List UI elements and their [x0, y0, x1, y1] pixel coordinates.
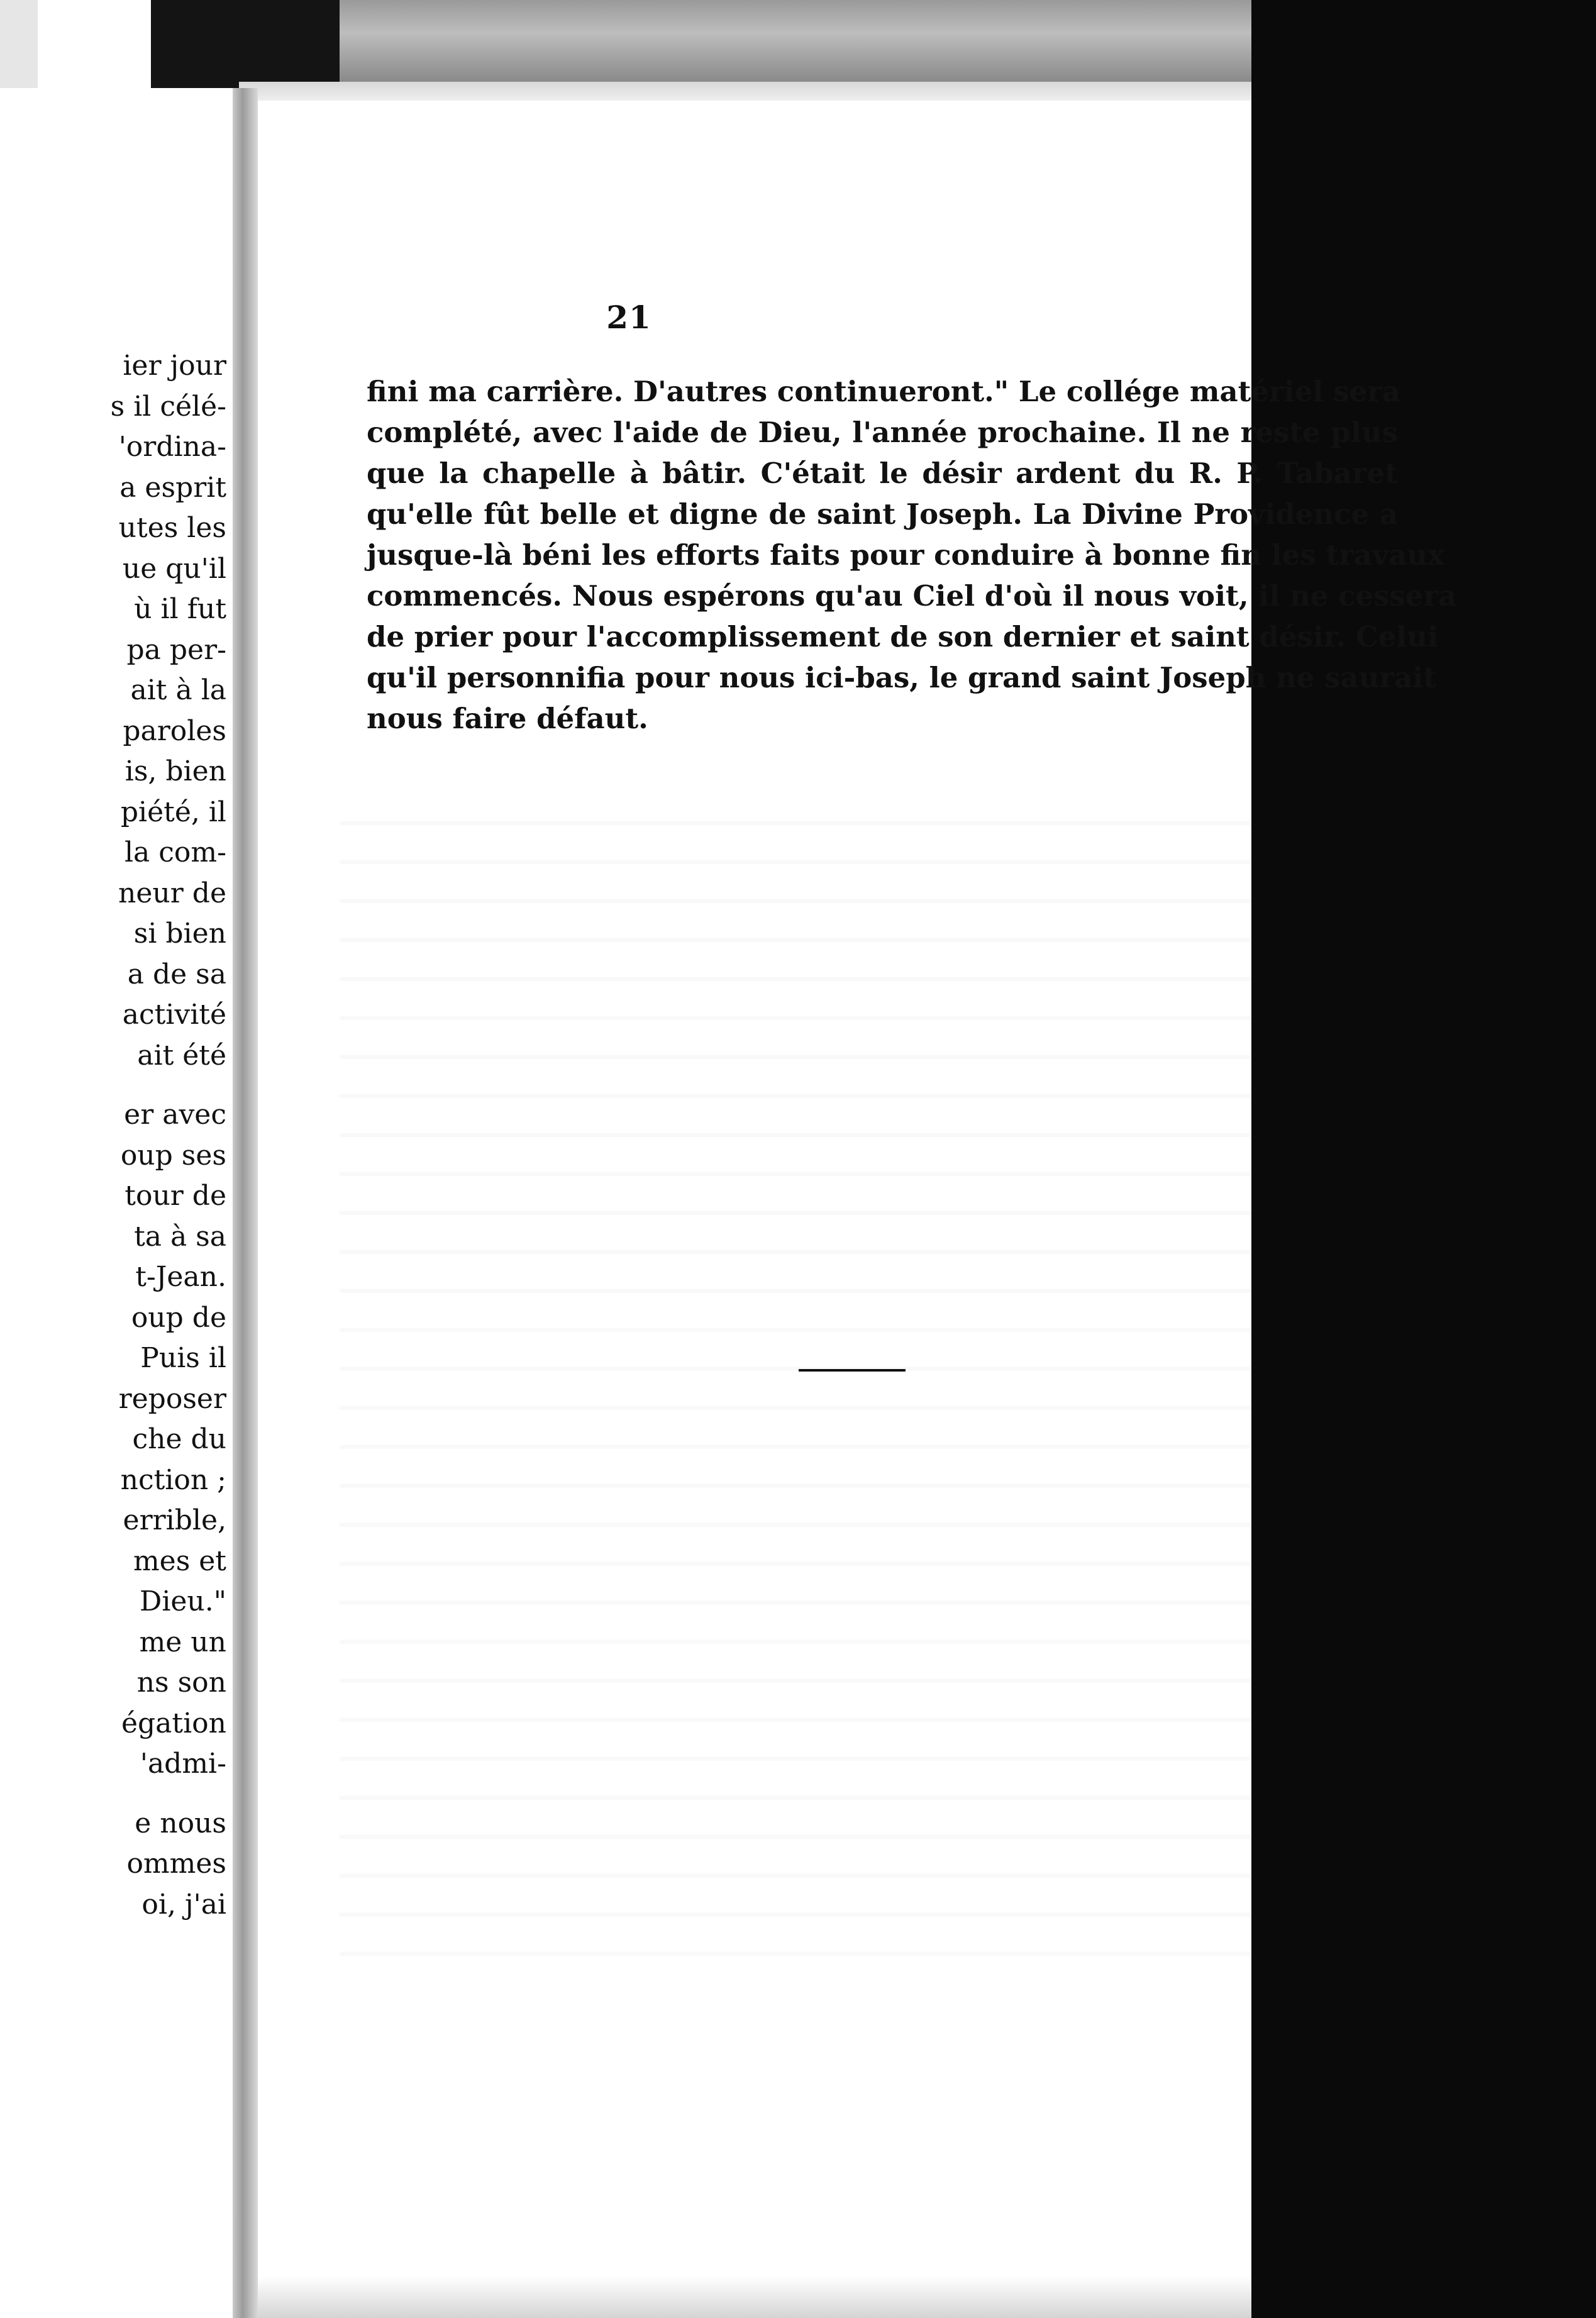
left-page-line: ue qu'il — [122, 552, 226, 585]
left-page-line: 'ordina- — [118, 431, 226, 463]
left-page-line: ait été — [137, 1039, 226, 1072]
left-page-line: oup ses — [120, 1139, 226, 1172]
left-page-line: pa per- — [126, 633, 226, 666]
body-line: de prier pour l'accomplissement de son dernier et saint désir. Celui — [367, 620, 1439, 653]
page-number: 21 — [606, 299, 651, 336]
left-page-line: s il célé- — [110, 390, 226, 423]
body-line: fini ma carrière. D'autres continueront." Le collége matériel sera — [367, 375, 1401, 408]
body-line: nous faire défaut. — [367, 702, 648, 735]
body-line: jusque-là béni les efforts faits pour conduire à bonne fin les travaux — [367, 538, 1444, 572]
left-page-line: is, bien — [125, 755, 226, 787]
scan-bottom-edge — [258, 2276, 1251, 2318]
left-page-line: a esprit — [119, 471, 226, 504]
scan-corner — [0, 0, 38, 88]
left-page-line: ns son — [136, 1666, 226, 1699]
left-page-line: piété, il — [120, 796, 226, 828]
body-line: qu'elle fût belle et digne de saint Joseph. La Divine Providence a — [367, 497, 1398, 531]
left-page-line: nction ; — [120, 1463, 226, 1496]
body-line: qu'il personnifia pour nous ici-bas, le grand saint Joseph ne saurait — [367, 661, 1437, 694]
left-page-line: activité — [122, 999, 226, 1031]
left-page-line: t-Jean. — [135, 1261, 226, 1293]
scan-binding-shadow — [151, 0, 340, 88]
left-page-line: si bien — [133, 918, 226, 950]
left-page-line: la com- — [124, 836, 226, 868]
left-page-line: che du — [132, 1423, 226, 1455]
left-page-line: ù il fut — [134, 593, 226, 625]
left-page-line: Puis il — [140, 1342, 226, 1374]
left-page-text — [111, 346, 226, 1925]
left-page-line: a de sa — [127, 958, 226, 990]
body-line: que la chapelle à bâtir. C'était le désir ardent du R. P. Tabaret — [367, 457, 1398, 490]
left-page-line: tour de — [125, 1180, 226, 1212]
left-page-line: ommes — [126, 1848, 226, 1880]
page-gutter-shadow — [233, 88, 258, 2318]
left-page-line: Dieu." — [140, 1585, 226, 1617]
left-page-line: e nous — [135, 1807, 226, 1839]
left-page-line: oup de — [131, 1301, 226, 1334]
bleed-through-texture — [340, 786, 1396, 1981]
left-page-line: 'admi- — [140, 1748, 226, 1780]
left-page-line: paroles — [123, 714, 226, 747]
section-rule — [799, 1369, 906, 1372]
left-page-line: neur de — [118, 877, 226, 909]
left-page-line-gap — [111, 1785, 226, 1804]
left-page-line: oi, j'ai — [141, 1888, 226, 1921]
body-line: commencés. Nous espérons qu'au Ciel d'où il nous voit, il ne cessera — [367, 579, 1457, 613]
scan-top-gray-edge — [340, 0, 1251, 82]
left-page-line: ait à la — [130, 674, 226, 706]
left-page-line: mes et — [133, 1544, 226, 1577]
left-page-line: me un — [139, 1626, 226, 1658]
left-page-line: er avec — [124, 1099, 226, 1131]
left-page-line: ier jour — [123, 350, 226, 382]
left-page-line: reposer — [118, 1382, 226, 1415]
left-page-line: errible, — [123, 1504, 226, 1536]
left-page-line: utes les — [118, 512, 226, 544]
left-page-line-gap — [111, 1076, 226, 1095]
body-paragraph — [367, 371, 1457, 739]
left-page-line: ta à sa — [134, 1220, 226, 1253]
body-line: complété, avec l'aide de Dieu, l'année prochaine. Il ne reste plus — [367, 416, 1398, 449]
left-page-line: égation — [121, 1707, 226, 1739]
left-facing-page — [0, 88, 233, 2318]
